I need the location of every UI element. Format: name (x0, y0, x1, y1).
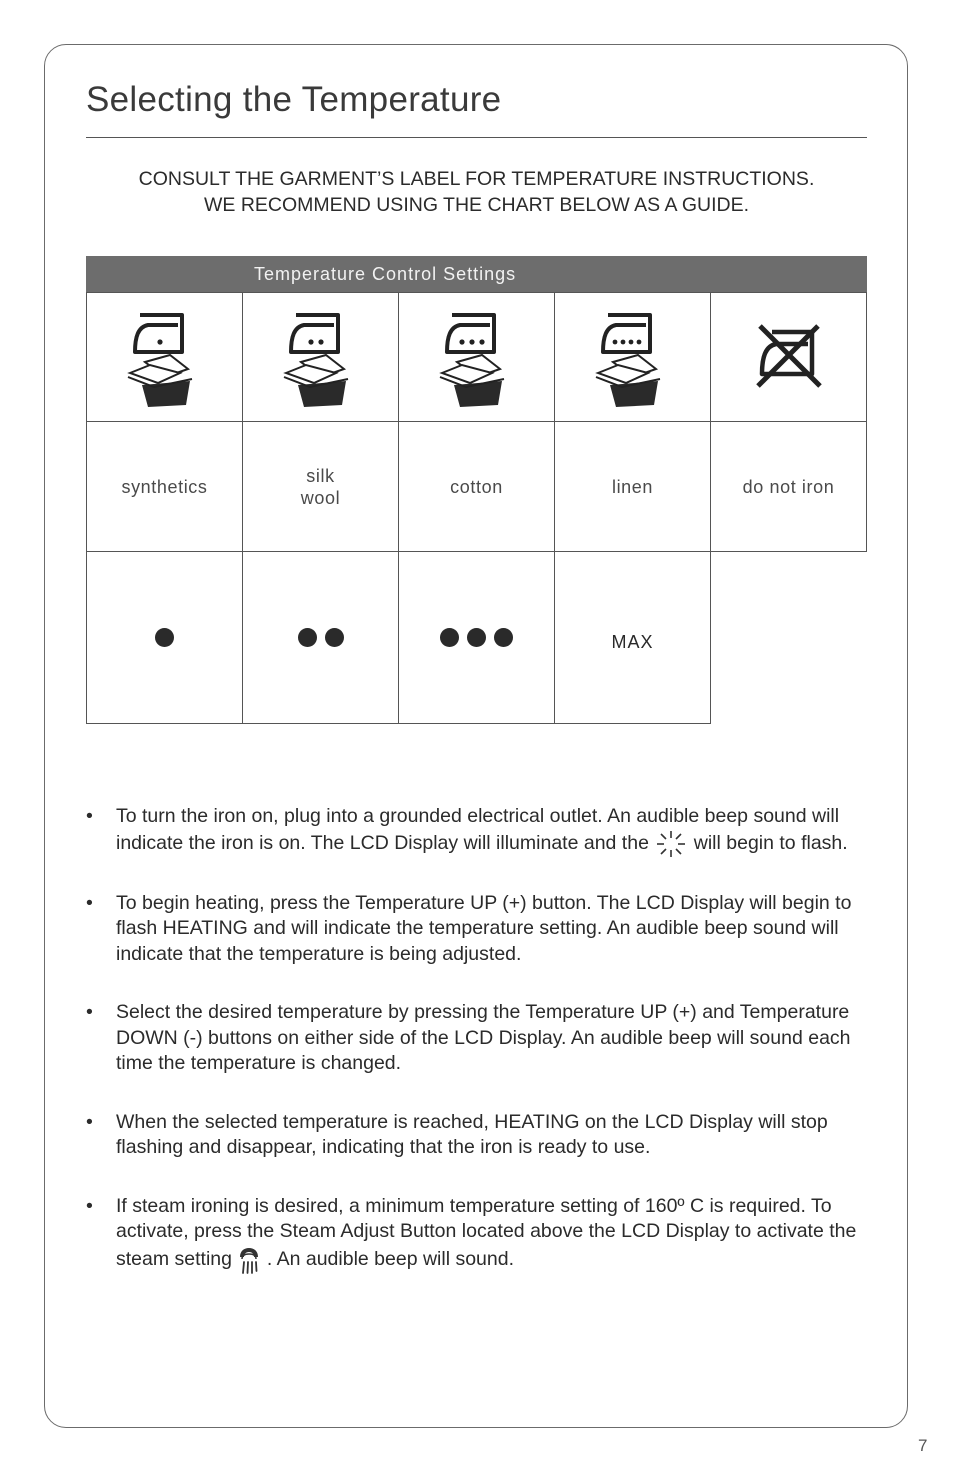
setting-dots (155, 628, 174, 647)
icon-cell-cotton (398, 292, 555, 422)
list-item (86, 1110, 867, 1161)
bullet-text: To begin heating, press the Temperature UP (+) button. The LCD Display will begin to flash HEATING and will indicate the temperature setting. An audible beep sound will indicate that the temperature is being adjusted. (116, 891, 852, 965)
list-item (86, 891, 867, 968)
setting-dots (298, 628, 344, 647)
icon-cell-synthetics (86, 292, 243, 422)
temperature-dot (440, 628, 459, 647)
iron-two-dots-icon (276, 307, 366, 407)
bullet-marker: • (86, 891, 93, 914)
icon-cell-linen (554, 292, 711, 422)
setting-max-label: MAX (611, 632, 654, 652)
icon-cell-silk-wool (242, 292, 399, 422)
instruction-list (86, 804, 867, 1308)
temperature-dot (155, 628, 174, 647)
list-item (86, 1000, 867, 1077)
do-not-iron-icon (754, 322, 824, 392)
bullet-marker: • (86, 805, 93, 827)
fabric-label-line-1: silk (306, 465, 335, 486)
page-title: Selecting the Temperature (86, 80, 502, 119)
bullet-text: will begin to flash. (693, 831, 848, 854)
fabric-cell-3 (398, 421, 555, 552)
iron-three-dots-icon (432, 307, 522, 407)
bullet-text: When the selected temperature is reached, HEATING on the LCD Display will stop flashing and disappear, indicating that the iron is ready to use. (116, 1110, 828, 1158)
bullet-marker: • (86, 1110, 93, 1133)
table-header: Temperature Control Settings (86, 256, 867, 292)
iron-four-dots-icon (588, 307, 678, 407)
temperature-dot (494, 628, 513, 647)
intro-text (86, 166, 867, 218)
bullet-text: To turn the iron on, plug into a grounded electrical outlet. An audible beep sound will indicate the iron is on. The LCD Display will illuminate and the (116, 805, 840, 854)
temperature-dot (325, 628, 344, 647)
intro-line-1: CONSULT THE GARMENT’S LABEL FOR TEMPERATURE INSTRUCTIONS. (138, 168, 815, 190)
temperature-dot (298, 628, 317, 647)
bullet-marker: • (86, 1194, 93, 1217)
intro-line-2: WE RECOMMEND USING THE CHART BELOW AS A GUIDE. (203, 194, 749, 216)
steam-icon (237, 1245, 261, 1275)
fabric-cell-4 (554, 421, 711, 552)
setting-cell-1 (86, 551, 243, 724)
list-item (86, 1194, 867, 1275)
iron-one-dot-icon (120, 307, 210, 407)
fabric-cell-2 (242, 421, 399, 552)
fabric-label: cotton (450, 476, 503, 497)
bullet-text: If steam ironing is desired, a minimum temperature setting of 160º C is required. To activate, press the Steam Adjust Button located above the LCD Display to activate the steam setting (116, 1194, 857, 1270)
fabric-label (301, 465, 340, 509)
page-number: 7 (918, 1436, 928, 1455)
setting-cell-3 (398, 551, 555, 724)
bullet-text: . An audible beep will sound. (266, 1247, 515, 1270)
bullet-text: Select the desired temperature by pressing the Temperature UP (+) and Temperature DOWN (-) buttons on either side of the LCD Display. An audible beep will sound each time the temperature is changed. (116, 1001, 851, 1074)
bullet-marker: • (86, 1001, 93, 1023)
sparkle-flash-icon (654, 830, 688, 858)
title-divider (86, 137, 867, 138)
fabric-label: linen (611, 476, 654, 497)
setting-dots (440, 628, 513, 647)
list-item (86, 804, 867, 858)
fabric-label-line-2: wool (300, 487, 341, 508)
fabric-label: synthetics (121, 476, 208, 497)
setting-cell-4 (554, 551, 711, 724)
fabric-cell-5 (710, 421, 867, 552)
setting-cell-2 (242, 551, 399, 724)
fabric-label: do not iron (742, 476, 835, 497)
icon-cell-do-not-iron (710, 292, 867, 422)
fabric-cell-1 (86, 421, 243, 552)
temperature-dot (467, 628, 486, 647)
